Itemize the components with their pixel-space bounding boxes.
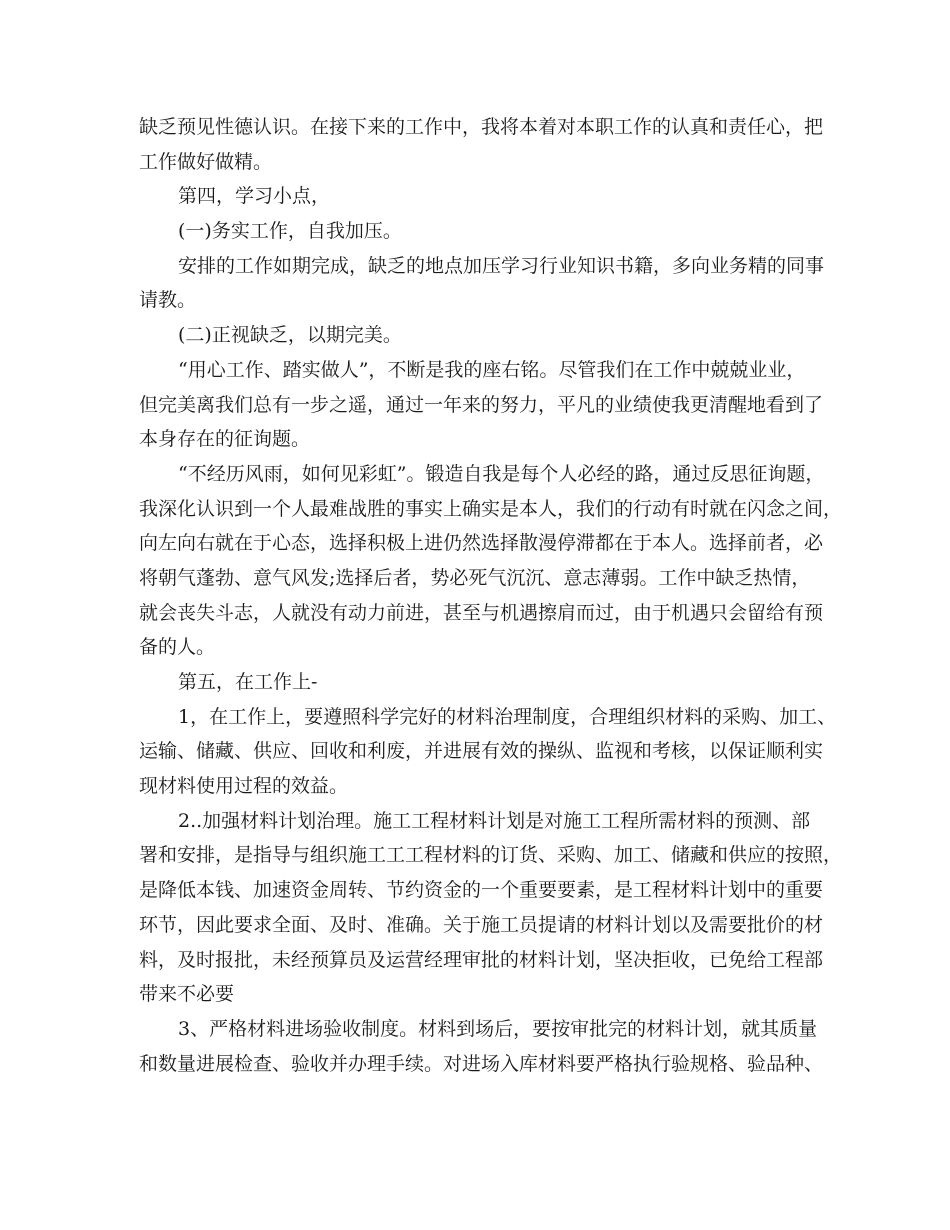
paragraph-start-line: “不经历风雨，如何见彩虹”。锻造自我是每个人必经的路，通过反思征询题， bbox=[178, 462, 825, 485]
paragraph-start-line: (一)务实工作，自我加压。 bbox=[178, 220, 402, 243]
paragraph-start-line: 第四，学习小点， bbox=[178, 185, 331, 208]
paragraph-start-line: 2..加强材料计划治理。施工工程材料计划是对施工工程所需材料的预测、部 bbox=[178, 809, 811, 832]
text-line: 本身存在的征询题。 bbox=[139, 428, 311, 451]
text-line: 我深化认识到一个人最难战胜的事实上确实是本人，我们的行动有时就在闪念之间， bbox=[139, 497, 843, 520]
text-line: 署和安排，是指导与组织施工工工程材料的订货、采购、加工、储藏和供应的按照， bbox=[139, 844, 843, 867]
text-line: 和数量进展检查、验收并办理手续。对进场入库材料要严格执行验规格、验品种、 bbox=[139, 1052, 824, 1075]
text-line: 但完美离我们总有一步之遥，通过一年来的努力，平凡的业绩使我更清醒地看到了 bbox=[139, 393, 824, 416]
paragraph-start-line: 1，在工作上，要遵照科学完好的材料治理制度，合理组织材料的采购、加工、 bbox=[178, 705, 837, 728]
text-line: 带来不必要 bbox=[139, 983, 235, 1006]
text-line: 工作做好做精。 bbox=[139, 150, 273, 173]
text-line: 缺乏预见性德认识。在接下来的工作中，我将本着对本职工作的认真和责任心，把 bbox=[139, 116, 824, 138]
text-line: 现材料使用过程的效益。 bbox=[139, 775, 349, 798]
text-line: 将朝气蓬勃、意气风发;选择后者，势必死气沉沉、意志薄弱。工作中缺乏热情， bbox=[139, 566, 811, 589]
text-line: 请教。 bbox=[139, 289, 197, 312]
text-line: 是降低本钱、加速资金周转、节约资金的一个重要要素，是工程材料计划中的重要 bbox=[139, 879, 824, 902]
text-line: 就会丧失斗志，人就没有动力前进，甚至与机遇擦肩而过，由于机遇只会留给有预 bbox=[139, 601, 824, 624]
paragraph-start-line: 安排的工作如期完成，缺乏的地点加压学习行业知识书籍，多向业务精的同事 bbox=[178, 254, 825, 277]
text-line: 向左向右就在于心态，选择积极上进仍然选择散漫停滞都在于本人。选择前者，必 bbox=[139, 532, 824, 555]
text-line: 运输、储藏、供应、回收和利废，并进展有效的操纵、监视和考核，以保证顺利实 bbox=[139, 740, 824, 763]
document-body bbox=[139, 110, 843, 1081]
paragraph-start-line: (二)正视缺乏，以期完美。 bbox=[178, 324, 402, 347]
text-line: 环节，因此要求全面、及时、准确。关于施工员提请的材料计划以及需要批价的材 bbox=[139, 913, 824, 936]
paragraph-start-line: 第五，在工作上- bbox=[178, 671, 318, 693]
paragraph-start-line: 3、严格材料进场验收制度。材料到场后，要按审批完的材料计划，就其质量 bbox=[178, 1017, 818, 1040]
text-line: 备的人。 bbox=[139, 636, 216, 659]
paragraph-start-line: “用心工作、踏实做人”，不断是我的座右铭。尽管我们在工作中兢兢业业， bbox=[178, 358, 806, 381]
text-line: 料，及时报批，未经预算员及运营经理审批的材料计划，坚决拒收，已免给工程部 bbox=[139, 948, 824, 971]
